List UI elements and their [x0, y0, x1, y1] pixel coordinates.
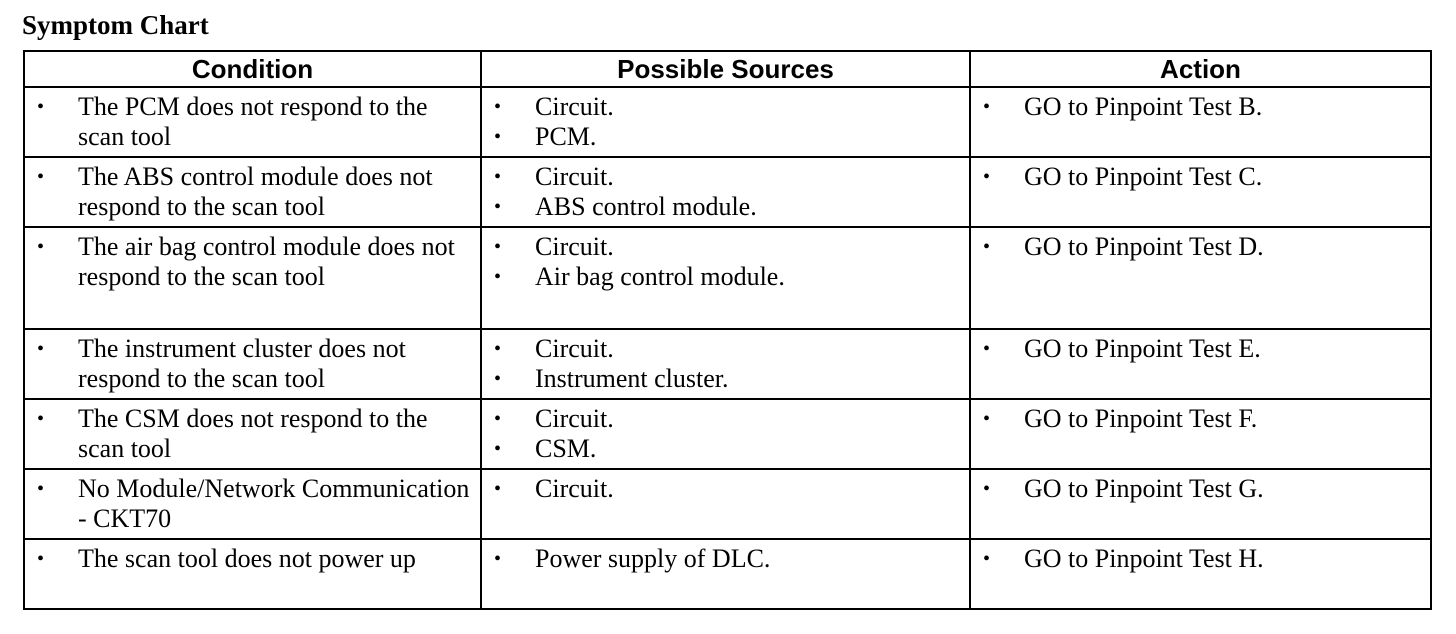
source-text: Circuit. [535, 404, 614, 433]
bullet-icon: • [494, 408, 502, 430]
source-text: ABS control module. [535, 192, 757, 221]
condition-cell [24, 157, 481, 227]
source-text: Instrument cluster. [535, 364, 729, 393]
action-text: GO to Pinpoint Test G. [1024, 474, 1264, 503]
action-cell [970, 469, 1431, 539]
bullet-icon: • [983, 236, 991, 258]
condition-text: The ABS control module does not respond to the scan tool [78, 162, 433, 221]
bullet-icon: • [37, 408, 45, 430]
condition-cell [24, 227, 481, 329]
action-text: GO to Pinpoint Test C. [1024, 162, 1263, 191]
action-cell [970, 539, 1431, 609]
list-item [971, 404, 1424, 434]
column-header-action: Action [970, 51, 1431, 87]
source-text: Power supply of DLC. [535, 544, 771, 573]
action-cell [970, 87, 1431, 157]
list-item [482, 544, 963, 574]
condition-cell [24, 87, 481, 157]
list-item [482, 434, 963, 464]
bullet-icon: • [37, 166, 45, 188]
source-text: Circuit. [535, 162, 614, 191]
list-item [971, 232, 1424, 262]
list-item [482, 232, 963, 262]
list-item [482, 162, 963, 192]
condition-text: The scan tool does not power up [78, 544, 416, 573]
list-item [482, 364, 963, 394]
bullet-icon: • [37, 478, 45, 500]
list-item [25, 404, 474, 464]
bullet-icon: • [494, 478, 502, 500]
source-text: Circuit. [535, 232, 614, 261]
list-item [482, 122, 963, 152]
table-row [24, 157, 1431, 227]
source-text: Circuit. [535, 92, 614, 121]
bullet-icon: • [494, 166, 502, 188]
condition-text: No Module/Network Communication - CKT70 [78, 474, 470, 533]
list-item [971, 92, 1424, 122]
table-row [24, 469, 1431, 539]
list-item [971, 334, 1424, 364]
condition-cell [24, 399, 481, 469]
action-text: GO to Pinpoint Test H. [1024, 544, 1264, 573]
bullet-icon: • [494, 126, 502, 148]
header-row [24, 51, 1431, 87]
bullet-icon: • [494, 438, 502, 460]
source-text: Circuit. [535, 334, 614, 363]
list-item [482, 474, 963, 504]
bullet-icon: • [983, 548, 991, 570]
condition-text: The air bag control module does not respond to the scan tool [78, 232, 455, 291]
list-item [482, 192, 963, 222]
sources-cell [481, 329, 970, 399]
list-item [25, 162, 474, 222]
list-item [25, 334, 474, 394]
bullet-icon: • [494, 548, 502, 570]
column-header-condition: Condition [24, 51, 481, 87]
action-text: GO to Pinpoint Test D. [1024, 232, 1264, 261]
list-item [25, 92, 474, 152]
list-item [482, 92, 963, 122]
table-row [24, 227, 1431, 329]
list-item [971, 162, 1424, 192]
source-text: PCM. [535, 122, 597, 151]
condition-cell [24, 469, 481, 539]
table-row [24, 87, 1431, 157]
sources-cell [481, 157, 970, 227]
sources-cell [481, 87, 970, 157]
bullet-icon: • [37, 548, 45, 570]
sources-cell [481, 539, 970, 609]
bullet-icon: • [494, 368, 502, 390]
bullet-icon: • [494, 236, 502, 258]
action-text: GO to Pinpoint Test F. [1024, 404, 1258, 433]
sources-cell [481, 227, 970, 329]
condition-cell [24, 329, 481, 399]
action-cell [970, 329, 1431, 399]
condition-cell [24, 539, 481, 609]
list-item [25, 232, 474, 292]
bullet-icon: • [983, 338, 991, 360]
action-cell [970, 399, 1431, 469]
table-row [24, 329, 1431, 399]
source-text: CSM. [535, 434, 597, 463]
table-row [24, 539, 1431, 609]
action-text: GO to Pinpoint Test E. [1024, 334, 1261, 363]
bullet-icon: • [494, 266, 502, 288]
bullet-icon: • [37, 338, 45, 360]
page-title: Symptom Chart [22, 10, 209, 40]
action-text: GO to Pinpoint Test B. [1024, 92, 1263, 121]
action-cell [970, 227, 1431, 329]
list-item [25, 544, 474, 574]
list-item [482, 334, 963, 364]
bullet-icon: • [983, 96, 991, 118]
bullet-icon: • [983, 408, 991, 430]
bullet-icon: • [37, 96, 45, 118]
bullet-icon: • [494, 196, 502, 218]
sources-cell [481, 399, 970, 469]
condition-text: The instrument cluster does not respond to the scan tool [78, 334, 406, 393]
bullet-icon: • [494, 96, 502, 118]
source-text: Circuit. [535, 474, 614, 503]
source-text: Air bag control module. [535, 262, 785, 291]
bullet-icon: • [494, 338, 502, 360]
condition-text: The CSM does not respond to the scan tool [78, 404, 428, 463]
list-item [25, 474, 474, 534]
symptom-table [23, 50, 1432, 610]
list-item [971, 544, 1424, 574]
action-cell [970, 157, 1431, 227]
bullet-icon: • [37, 236, 45, 258]
sources-cell [481, 469, 970, 539]
bullet-icon: • [983, 478, 991, 500]
list-item [971, 474, 1424, 504]
list-item [482, 262, 963, 292]
list-item [482, 404, 963, 434]
condition-text: The PCM does not respond to the scan tool [78, 92, 428, 151]
table-row [24, 399, 1431, 469]
column-header-possible-sources: Possible Sources [481, 51, 970, 87]
bullet-icon: • [983, 166, 991, 188]
